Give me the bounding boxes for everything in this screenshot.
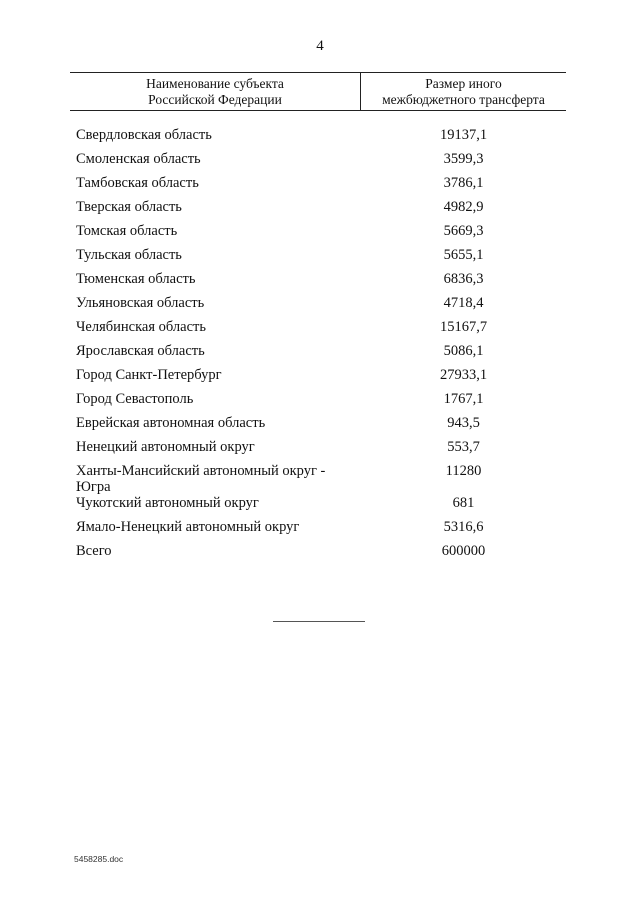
transfer-amount: 3599,3: [443, 151, 484, 167]
header-subject-column: [70, 73, 361, 110]
table-row: [70, 319, 566, 343]
transfer-amount: 600000: [441, 543, 486, 559]
transfer-table: [70, 72, 566, 567]
transfer-amount: 5316,6: [443, 519, 484, 535]
subject-name: Чукотский автономный округ: [76, 495, 259, 511]
table-row: [70, 271, 566, 295]
header-amount-line1: Размер иного: [425, 76, 502, 91]
table-row: [70, 247, 566, 271]
table-row: [70, 343, 566, 367]
subject-name: Ямало-Ненецкий автономный округ: [76, 519, 300, 535]
transfer-amount: 6836,3: [443, 271, 484, 287]
footer-filename: 5458285.doc: [74, 854, 124, 864]
transfer-amount: 11280: [445, 463, 482, 479]
table-row: [70, 175, 566, 199]
page-number: 4: [316, 38, 324, 54]
header-subject-line1: Наименование субъекта: [146, 76, 284, 91]
table-row: [70, 199, 566, 223]
transfer-amount: 553,7: [447, 439, 480, 455]
transfer-amount: 4982,9: [443, 199, 484, 215]
subject-name: Тамбовская область: [76, 175, 199, 191]
table-row: [70, 415, 566, 439]
table-body: [70, 127, 566, 567]
table-header: [70, 72, 566, 111]
subject-name: Ненецкий автономный округ: [76, 439, 255, 455]
table-row: [70, 367, 566, 391]
table-row: [70, 223, 566, 247]
transfer-amount: 19137,1: [439, 127, 488, 143]
transfer-amount: 15167,7: [439, 319, 488, 335]
table-row: [70, 519, 566, 543]
subject-name: Всего: [76, 543, 112, 559]
transfer-amount: 27933,1: [439, 367, 488, 383]
table-row: [70, 543, 566, 567]
table-row: [70, 295, 566, 319]
header-amount-line2: межбюджетного трансферта: [382, 92, 545, 107]
subject-name: Тюменская область: [76, 271, 196, 287]
end-separator-line: [273, 621, 365, 622]
table-row: [70, 463, 566, 495]
subject-name: Свердловская область: [76, 127, 212, 143]
header-amount-column: [361, 73, 566, 110]
transfer-amount: 1767,1: [443, 391, 484, 407]
subject-name: Челябинская область: [76, 319, 206, 335]
table-row: [70, 495, 566, 519]
transfer-amount: 5655,1: [443, 247, 484, 263]
header-subject-line2: Российской Федерации: [148, 92, 282, 107]
subject-name: Еврейская автономная область: [76, 415, 266, 431]
table-row: [70, 127, 566, 151]
transfer-amount: 5086,1: [443, 343, 484, 359]
transfer-amount: 4718,4: [443, 295, 484, 311]
subject-name: Город Санкт-Петербург: [76, 367, 222, 383]
subject-name: Тульская область: [76, 247, 182, 263]
subject-name: Ханты-Мансийский автономный округ - Югра: [76, 463, 326, 495]
transfer-amount: 3786,1: [443, 175, 484, 191]
transfer-amount: 681: [452, 495, 475, 511]
subject-name: Тверская область: [76, 199, 182, 215]
subject-name: Томская область: [76, 223, 178, 239]
table-row: [70, 439, 566, 463]
transfer-amount: 943,5: [447, 415, 480, 431]
subject-name: Ульяновская область: [76, 295, 205, 311]
subject-name: Ярославская область: [76, 343, 205, 359]
transfer-amount: 5669,3: [443, 223, 484, 239]
subject-name: Смоленская область: [76, 151, 201, 167]
subject-name: Город Севастополь: [76, 391, 194, 407]
table-row: [70, 151, 566, 175]
table-row: [70, 391, 566, 415]
